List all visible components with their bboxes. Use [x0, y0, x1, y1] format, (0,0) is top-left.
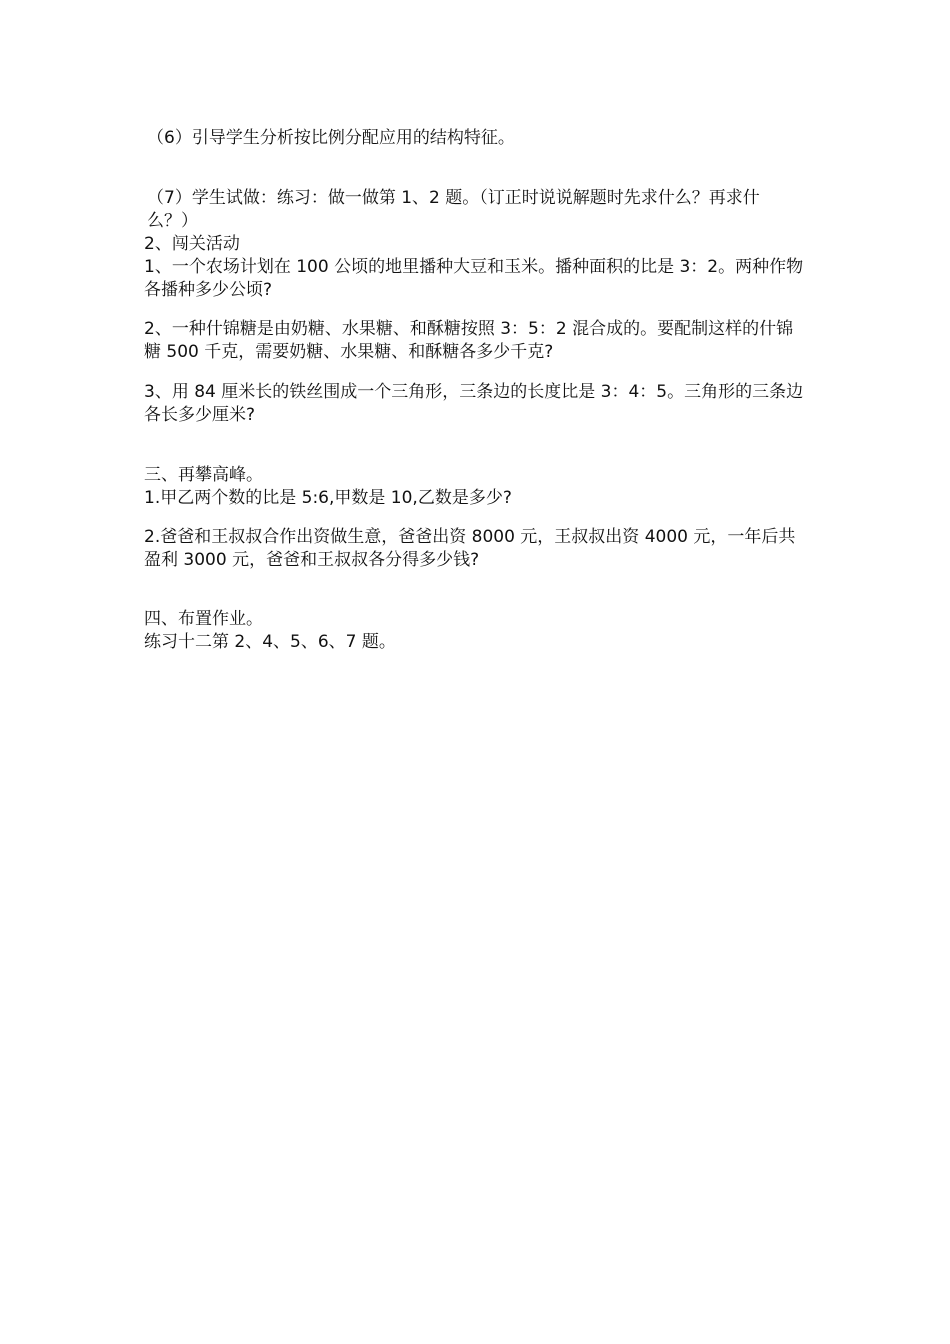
step-6-paragraph: （6）引导学生分析按比例分配应用的结构特征。: [147, 128, 515, 148]
homework-line: 练习十二第 2、4、5、6、7 题。: [144, 632, 396, 652]
section-2-heading: 2、闯关活动: [144, 234, 240, 254]
step-7-paragraph: （7）学生试做：练习：做一做第 1、2 题。（订正时说说解题时先求什么？再求什么？）: [147, 188, 760, 231]
section-4-heading: 四、布置作业。: [144, 609, 263, 629]
peak-question-1: 1.甲乙两个数的比是 5:6,甲数是 10,乙数是多少?: [144, 488, 512, 508]
section-3-heading: 三、再攀高峰。: [144, 465, 263, 485]
peak-question-2: 2.爸爸和王叔叔合作出资做生意，爸爸出资 8000 元，王叔叔出资 4000 元，一年后共盈利 3000 元，爸爸和王叔叔各分得多少钱?: [144, 527, 796, 570]
question-1: 1、一个农场计划在 100 公顷的地里播种大豆和玉米。播种面积的比是 3：2。两种作物各播种多少公顷?: [144, 257, 804, 300]
question-2: 2、一种什锦糖是由奶糖、水果糖、和酥糖按照 3：5：2 混合成的。要配制这样的什锦糖 500 千克，需要奶糖、水果糖、和酥糖各多少千克?: [144, 319, 794, 362]
question-3: 3、用 84 厘米长的铁丝围成一个三角形，三条边的长度比是 3：4：5。三角形的三条边各长多少厘米?: [144, 382, 804, 425]
